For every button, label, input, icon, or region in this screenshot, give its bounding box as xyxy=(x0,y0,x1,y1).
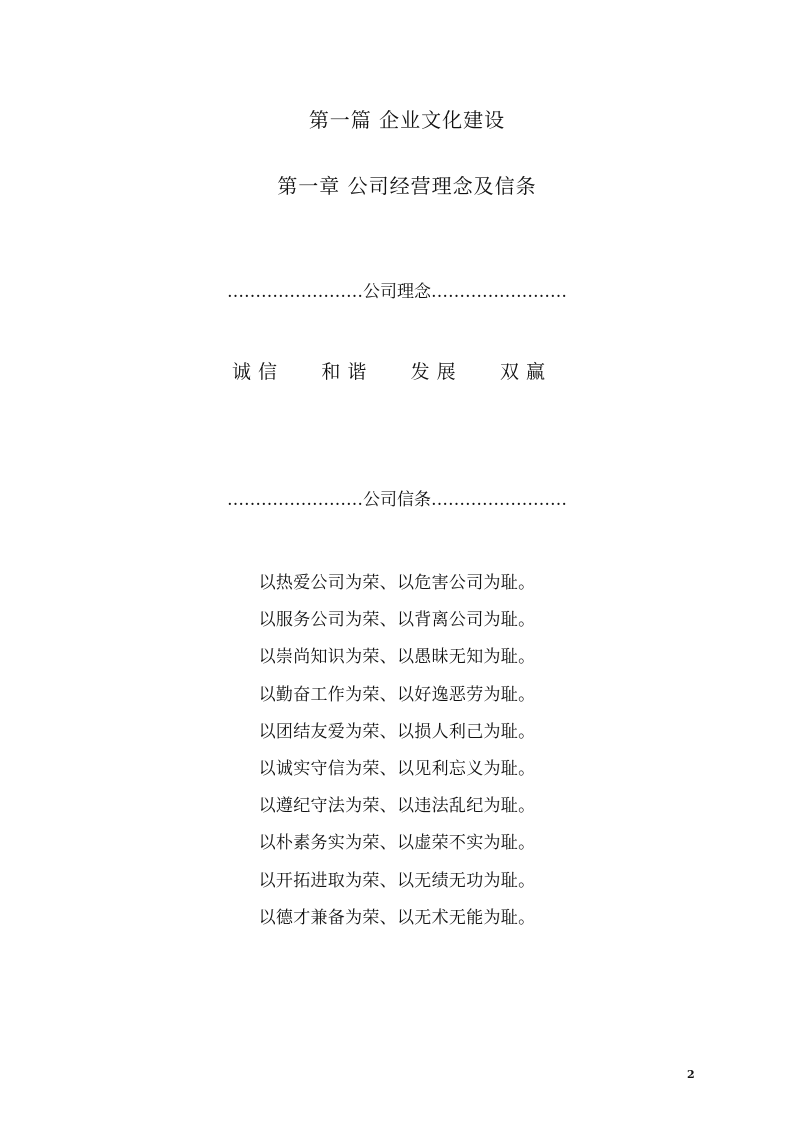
value-item: 诚信 xyxy=(232,361,285,383)
value-item: 双赢 xyxy=(499,361,552,383)
value-item: 和谐 xyxy=(321,361,374,383)
creed-item: 以遵纪守法为荣、以违法乱纪为耻。 xyxy=(258,796,536,817)
creed-item: 以勤奋工作为荣、以好逸恶劳为耻。 xyxy=(258,684,536,705)
value-item: 发展 xyxy=(410,361,463,383)
chapter-title: 第一章 公司经营理念及信条 xyxy=(277,174,537,198)
creed-item: 以服务公司为荣、以背离公司为耻。 xyxy=(258,610,536,631)
creed-heading: ……………………公司信条…………………… xyxy=(227,490,567,510)
part-title: 第一篇 企业文化建设 xyxy=(308,108,506,132)
creed-item: 以团结友爱为荣、以损人利己为耻。 xyxy=(258,721,536,742)
page-number: 2 xyxy=(687,1068,695,1081)
creed-list xyxy=(0,565,794,937)
creed-item: 以热爱公司为荣、以危害公司为耻。 xyxy=(258,573,536,593)
philosophy-heading: ……………………公司理念…………………… xyxy=(227,282,567,302)
philosophy-values xyxy=(232,357,552,384)
creed-item: 以诚实守信为荣、以见利忘义为耻。 xyxy=(258,758,536,779)
creed-item: 以德才兼备为荣、以无术无能为耻。 xyxy=(258,907,536,928)
creed-item: 以崇尚知识为荣、以愚昧无知为耻。 xyxy=(258,647,536,668)
creed-item: 以朴素务实为荣、以虚荣不实为耻。 xyxy=(258,833,536,854)
creed-item: 以开拓进取为荣、以无绩无功为耻。 xyxy=(258,870,536,891)
